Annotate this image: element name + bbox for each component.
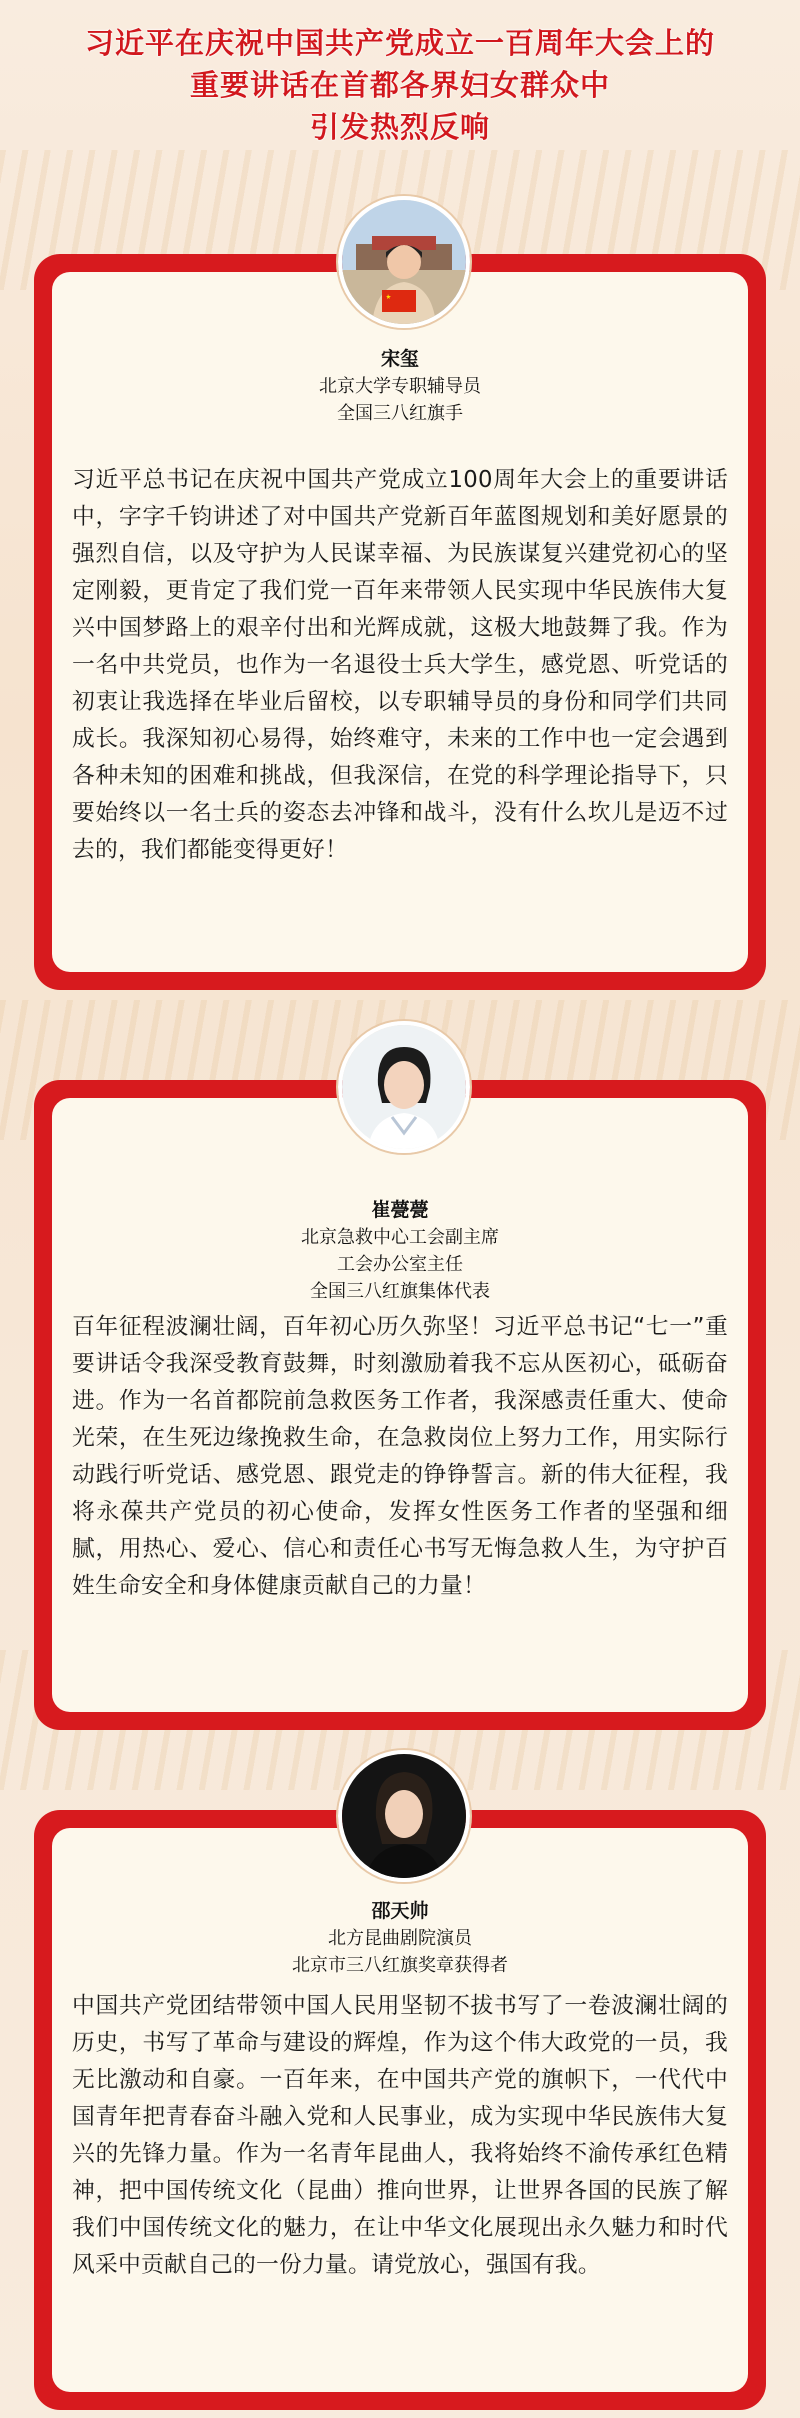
- portrait-image: [342, 200, 466, 324]
- person-role: 全国三八红旗手: [337, 403, 463, 424]
- person-info-1: [0, 345, 800, 427]
- person-info-2: [0, 1196, 800, 1305]
- portrait-image: [342, 1754, 466, 1878]
- person-role: 北京大学专职辅导员: [319, 376, 481, 397]
- page-title: [0, 22, 800, 148]
- person-name: 邵天帅: [371, 1900, 429, 1922]
- person-info-3: [0, 1897, 800, 1979]
- person-role: 北京市三八红旗奖章获得者: [292, 1955, 508, 1976]
- portrait-image: [342, 1025, 466, 1149]
- avatar-photo-3: [338, 1750, 470, 1882]
- person-role: 全国三八红旗集体代表: [310, 1281, 490, 1302]
- person-name: 宋玺: [380, 348, 419, 370]
- title-line-1: 习近平在庆祝中国共产党成立一百周年大会上的: [84, 26, 715, 60]
- testimonial-quote-3: 中国共产党团结带领中国人民用坚韧不拔书写了一卷波澜壮阔的历史，书写了革命与建设的辉煌，作为这个伟大政党的一员，我无比激动和自豪。一百年来，在中国共产党的旗帜下，一代代中国青年把青春奋斗融入党和人民事业，成为实现中华民族伟大复兴的先锋力量。作为一名青年昆曲人，我将始终不渝传承红色精神，把中国传统文化（昆曲）推向世界，让世界各国的民族了解我们中国传统文化的魅力，在让中华文化展现出永久魅力和时代风采中贡献自己的一份力量。请党放心，强国有我。: [72, 1993, 728, 2278]
- person-name: 崔甍甍: [371, 1199, 429, 1221]
- testimonial-quote-1: 习近平总书记在庆祝中国共产党成立100周年大会上的重要讲话中，字字千钧讲述了对中国共产党新百年蓝图规划和美好愿景的强烈自信，以及守护为人民谋幸福、为民族谋复兴建党初心的坚定刚毅，更肯定了我们党一百年来带领人民实现中华民族伟大复兴中国梦路上的艰辛付出和光辉成就，这极大地鼓舞了我。作为一名中共党员，也作为一名退役士兵大学生，感党恩、听党话的初衷让我选择在毕业后留校，以专职辅导员的身份和同学们共同成长。我深知初心易得，始终难守，未来的工作中也一定会遇到各种未知的困难和挑战，但我深信，在党的科学理论指导下，只要始终以一名士兵的姿态去冲锋和战斗，没有什么坎儿是迈不过去的，我们都能变得更好！: [72, 467, 728, 863]
- avatar-photo-1: [338, 196, 470, 328]
- avatar-photo-2: [338, 1021, 470, 1153]
- title-line-3: 引发热烈反响: [309, 110, 490, 144]
- person-role: 北京急救中心工会副主席: [301, 1227, 499, 1248]
- person-role: 北方昆曲剧院演员: [328, 1928, 472, 1949]
- title-line-2: 重要讲话在首都各界妇女群众中: [189, 68, 610, 102]
- person-role: 工会办公室主任: [337, 1254, 463, 1275]
- testimonial-quote-2: 百年征程波澜壮阔，百年初心历久弥坚！习近平总书记“七一”重要讲话令我深受教育鼓舞，时刻激励着我不忘从医初心，砥砺奋进。作为一名首都院前急救医务工作者，我深感责任重大、使命光荣，在生死边缘挽救生命，在急救岗位上努力工作，用实际行动践行听党话、感党恩、跟党走的铮铮誓言。新的伟大征程，我将永葆共产党员的初心使命，发挥女性医务工作者的坚强和细腻，用热心、爱心、信心和责任心书写无悔急救人生，为守护百姓生命安全和身体健康贡献自己的力量！: [72, 1314, 728, 1599]
